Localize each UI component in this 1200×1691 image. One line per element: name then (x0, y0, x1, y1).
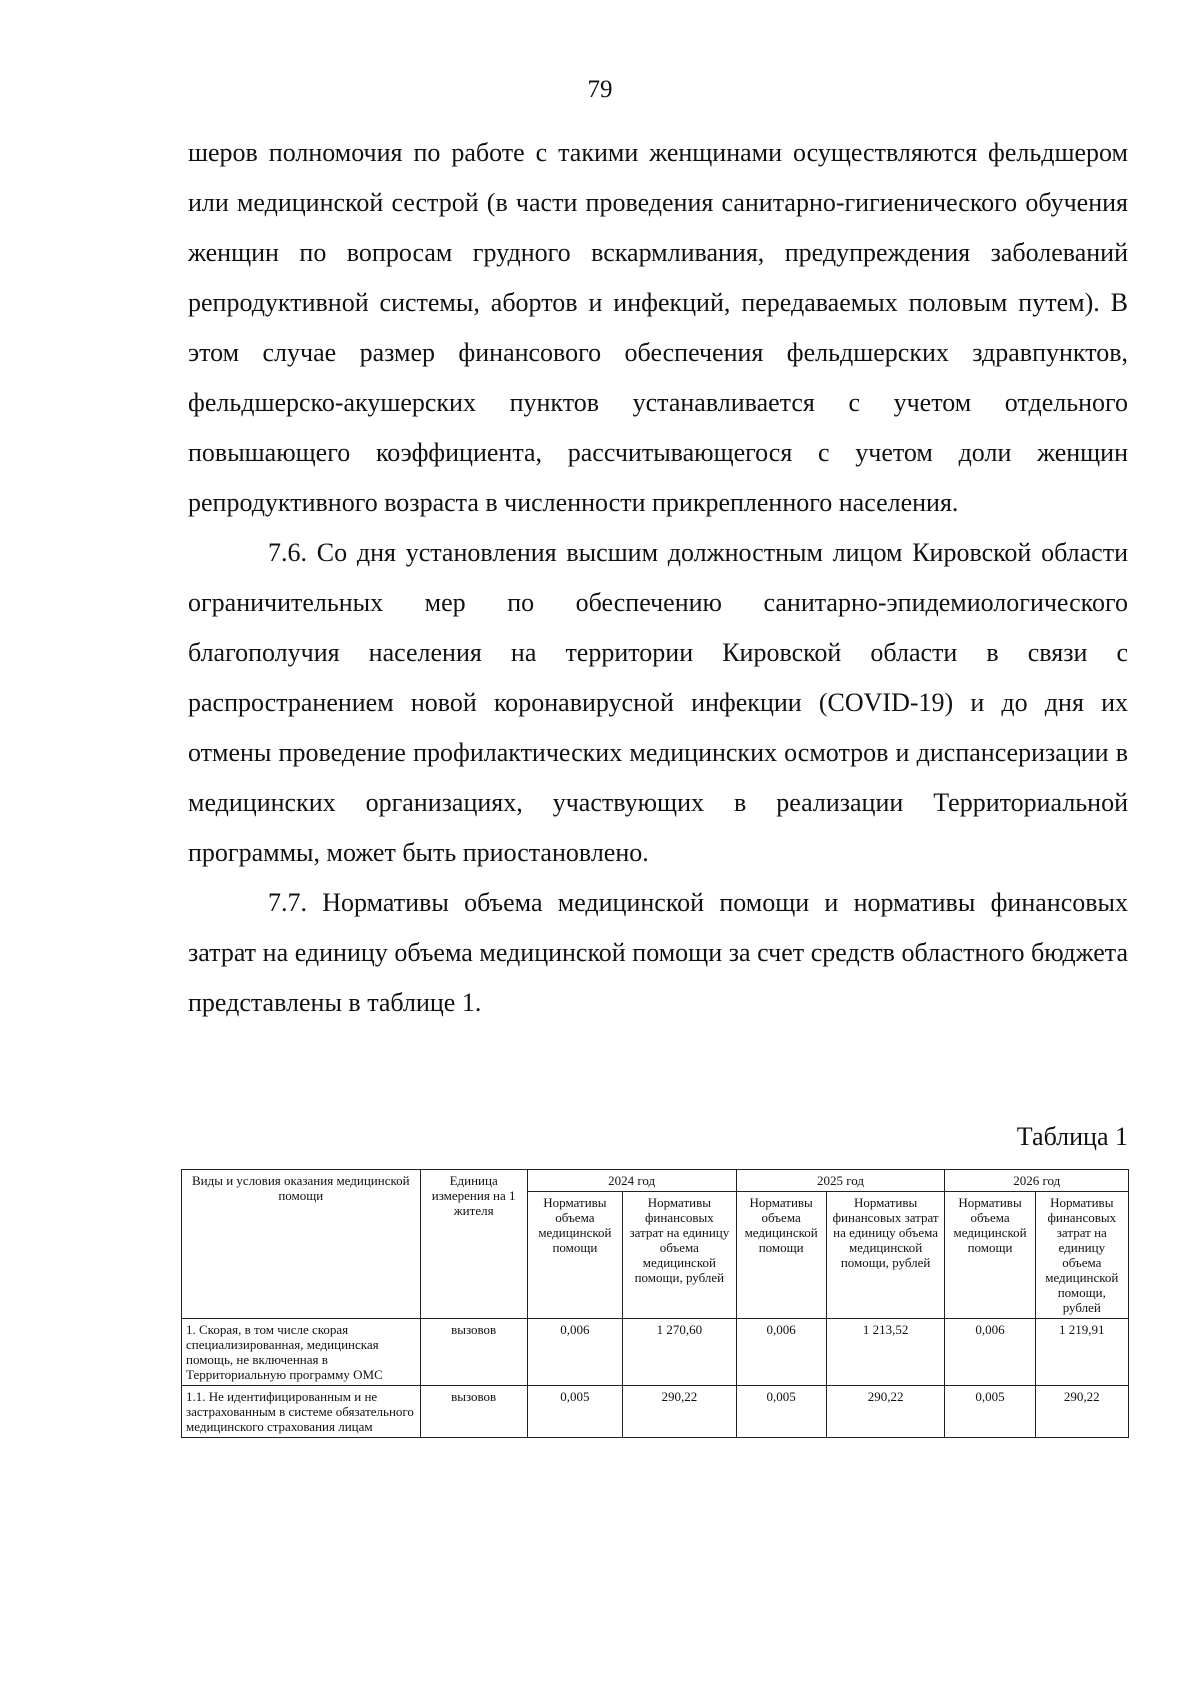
cell-cost-2024: 290,22 (623, 1386, 736, 1438)
cell-cost-2025: 1 213,52 (826, 1319, 945, 1386)
table-caption: Таблица 1 (1016, 1122, 1128, 1151)
cell-cost-2025: 290,22 (826, 1386, 945, 1438)
cell-volume-2024: 0,005 (527, 1386, 622, 1438)
header-year-2025: 2025 год (736, 1170, 945, 1192)
document-body (188, 128, 1128, 1028)
table-row (182, 1319, 1129, 1386)
norms-table (181, 1169, 1129, 1438)
paragraph-7-6: 7.6. Со дня установления высшим должностным лицом Кировской области ограничительных мер по обеспечению санитарно-эпидемиологического благополучия населения на территории Кировской области в связи с распространением новой коронавирусной инфекции (COVID-19) и до дня их отмены проведение профилактических медицинских осмотров и диспансеризации в медицинских организациях, участвующих в реализации Территориальной программы, может быть приостановлено. (188, 538, 1128, 867)
row-unit: вызовов (420, 1386, 527, 1438)
header-volume-2026: Нормативы объема медицинской помощи (945, 1192, 1035, 1319)
header-cost-2025: Нормативы финансовых затрат на единицу объема медицинской помощи, рублей (826, 1192, 945, 1319)
table-header-row (182, 1170, 1129, 1192)
cell-volume-2026: 0,005 (945, 1386, 1035, 1438)
cell-volume-2025: 0,006 (736, 1319, 826, 1386)
row-name: 1.1. Не идентифицированным и не застрахованным в системе обязательного медицинского страхования лицам (182, 1386, 421, 1438)
cell-volume-2025: 0,005 (736, 1386, 826, 1438)
header-volume-2024: Нормативы объема медицинской помощи (527, 1192, 622, 1319)
cell-cost-2026: 290,22 (1035, 1386, 1128, 1438)
header-year-2026: 2026 год (945, 1170, 1129, 1192)
row-unit: вызовов (420, 1319, 527, 1386)
header-year-2024: 2024 год (527, 1170, 736, 1192)
cell-cost-2024: 1 270,60 (623, 1319, 736, 1386)
header-volume-2025: Нормативы объема медицинской помощи (736, 1192, 826, 1319)
header-unit: Единица измерения на 1 жителя (420, 1170, 527, 1319)
header-cost-2024: Нормативы финансовых затрат на единицу объема медицинской помощи, рублей (623, 1192, 736, 1319)
paragraph-continuation: шеров полномочия по работе с такими женщинами осуществляются фельдшером или медицинской сестрой (в части проведения санитарно-гигиенического обучения женщин по вопросам грудного вскармливания, предупреждения заболеваний репродуктивной системы, абортов и инфекций, передаваемых половым путем). В этом случае размер финансового обеспечения фельдшерских здравпунктов, фельдшерско-акушерских пунктов устанавливается с учетом отдельного повышающего коэффициента, рассчитывающегося с учетом доли женщин репродуктивного возраста в численности прикрепленного населения. (188, 138, 1128, 517)
header-type: Виды и условия оказания медицинской помощи (182, 1170, 421, 1319)
table-row (182, 1386, 1129, 1438)
paragraph-7-7: 7.7. Нормативы объема медицинской помощи и нормативы финансовых затрат на единицу объема медицинской помощи за счет средств областного бюджета представлены в таблице 1. (188, 888, 1128, 1017)
header-cost-2026: Нормативы финансовых затрат на единицу объема медицинской помощи, рублей (1035, 1192, 1128, 1319)
page-number: 79 (587, 76, 613, 103)
cell-volume-2026: 0,006 (945, 1319, 1035, 1386)
cell-cost-2026: 1 219,91 (1035, 1319, 1128, 1386)
cell-volume-2024: 0,006 (527, 1319, 622, 1386)
row-name: 1. Скорая, в том числе скорая специализированная, медицинская помощь, не включенная в Территориальную программу ОМС (182, 1319, 421, 1386)
